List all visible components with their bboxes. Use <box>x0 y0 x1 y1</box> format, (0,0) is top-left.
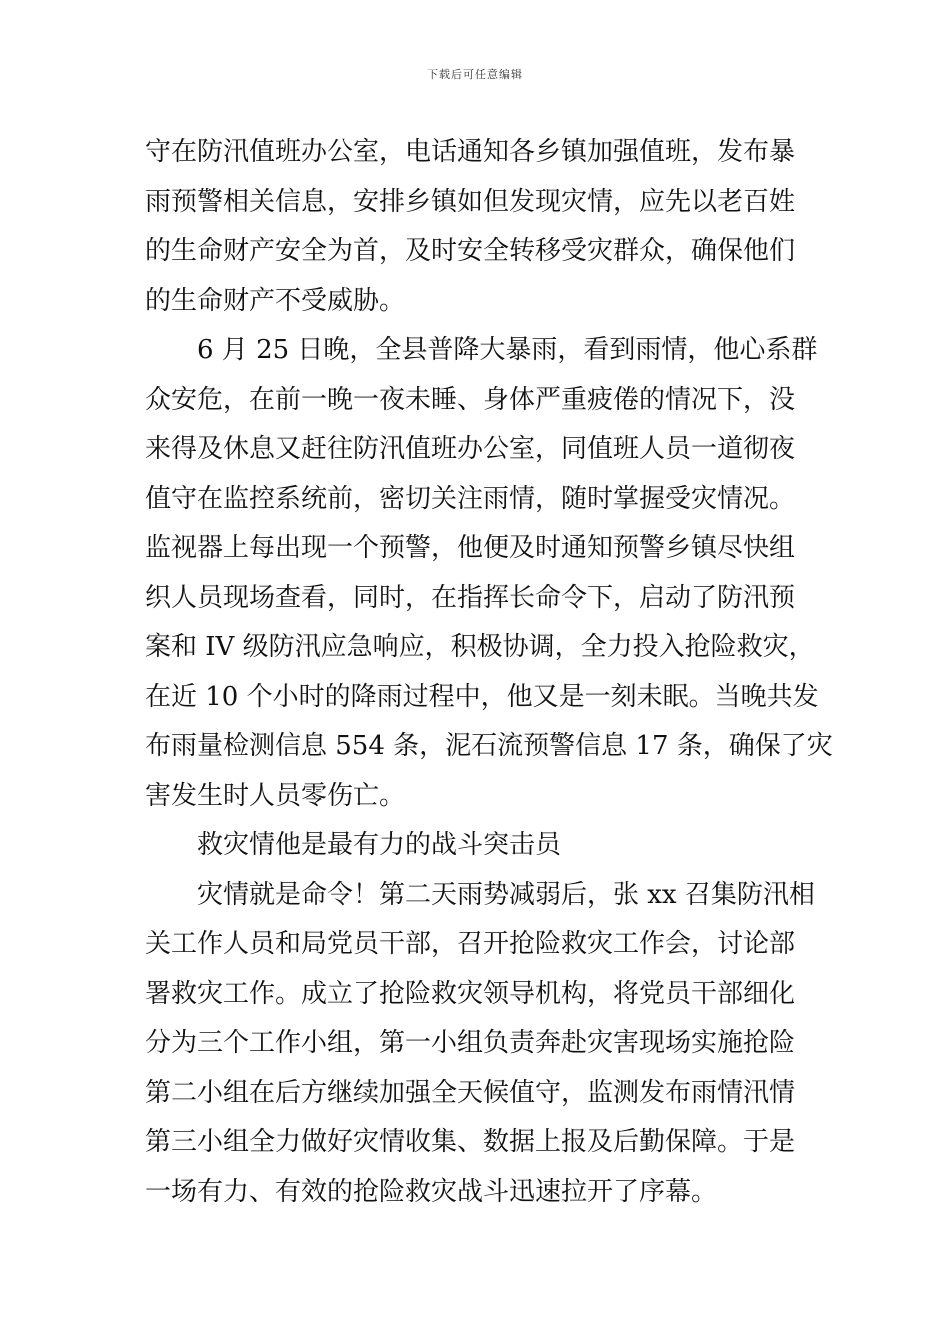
text-line: 分为三个工作小组，第一小组负责奔赴灾害现场实施抢险 <box>145 1028 796 1058</box>
text-line: 一场有力、有效的抢险救灾战斗迅速拉开了序幕。 <box>145 1176 718 1207</box>
text-line: 布雨量检测信息 554 条，泥石流预警信息 17 条，确保了灾 <box>145 731 833 761</box>
text-line: 守在防汛值班办公室，电话通知各乡镇加强值班，发布暴 <box>145 137 796 167</box>
page-header: 下载后可任意编辑 <box>427 68 523 81</box>
text-line: 第二小组在后方继续加强全天候值守，监测发布雨情汛情 <box>145 1077 796 1108</box>
text-line: 关工作人员和局党员干部，召开抢险救灾工作会，讨论部 <box>145 929 796 959</box>
section-heading: 救灾情他是最有力的战斗突击员 <box>197 830 562 860</box>
text-line: 第三小组全力做好灾情收集、数据上报及后勤保障。于是 <box>145 1127 796 1157</box>
paragraph-first-line: 6 月 25 日晚，全县普降大暴雨，看到雨情，他心系群 <box>197 335 818 365</box>
text-line: 织人员现场查看，同时，在指挥长命令下，启动了防汛预 <box>145 582 796 613</box>
document-body <box>145 128 833 1217</box>
text-line: 署救灾工作。成立了抢险救灾领导机构，将党员干部细化 <box>145 978 796 1009</box>
text-line: 在近 10 个小时的降雨过程中，他又是一刻未眠。当晚共发 <box>145 681 819 712</box>
text-line: 众安危，在前一晚一夜未睡、身体严重疲倦的情况下，没 <box>145 384 796 415</box>
text-line: 监视器上每出现一个预警，他便及时通知预警乡镇尽快组 <box>145 533 796 563</box>
text-line: 害发生时人员零伤亡。 <box>145 780 406 811</box>
text-line: 值守在监控系统前，密切关注雨情，随时掌握受灾情况。 <box>145 483 796 514</box>
text-line: 雨预警相关信息，安排乡镇如但发现灾情，应先以老百姓 <box>145 186 796 217</box>
text-line: 的生命财产安全为首，及时安全转移受灾群众，确保他们 <box>145 236 796 266</box>
paragraph-first-line: 灾情就是命令！第二天雨势减弱后，张 xx 召集防汛相 <box>197 879 815 910</box>
text-line: 的生命财产不受威胁。 <box>145 285 406 316</box>
text-line: 来得及休息又赶往防汛值班办公室，同值班人员一道彻夜 <box>145 434 796 464</box>
text-line: 案和 IV 级防汛应急响应，积极协调，全力投入抢险救灾， <box>145 632 815 662</box>
